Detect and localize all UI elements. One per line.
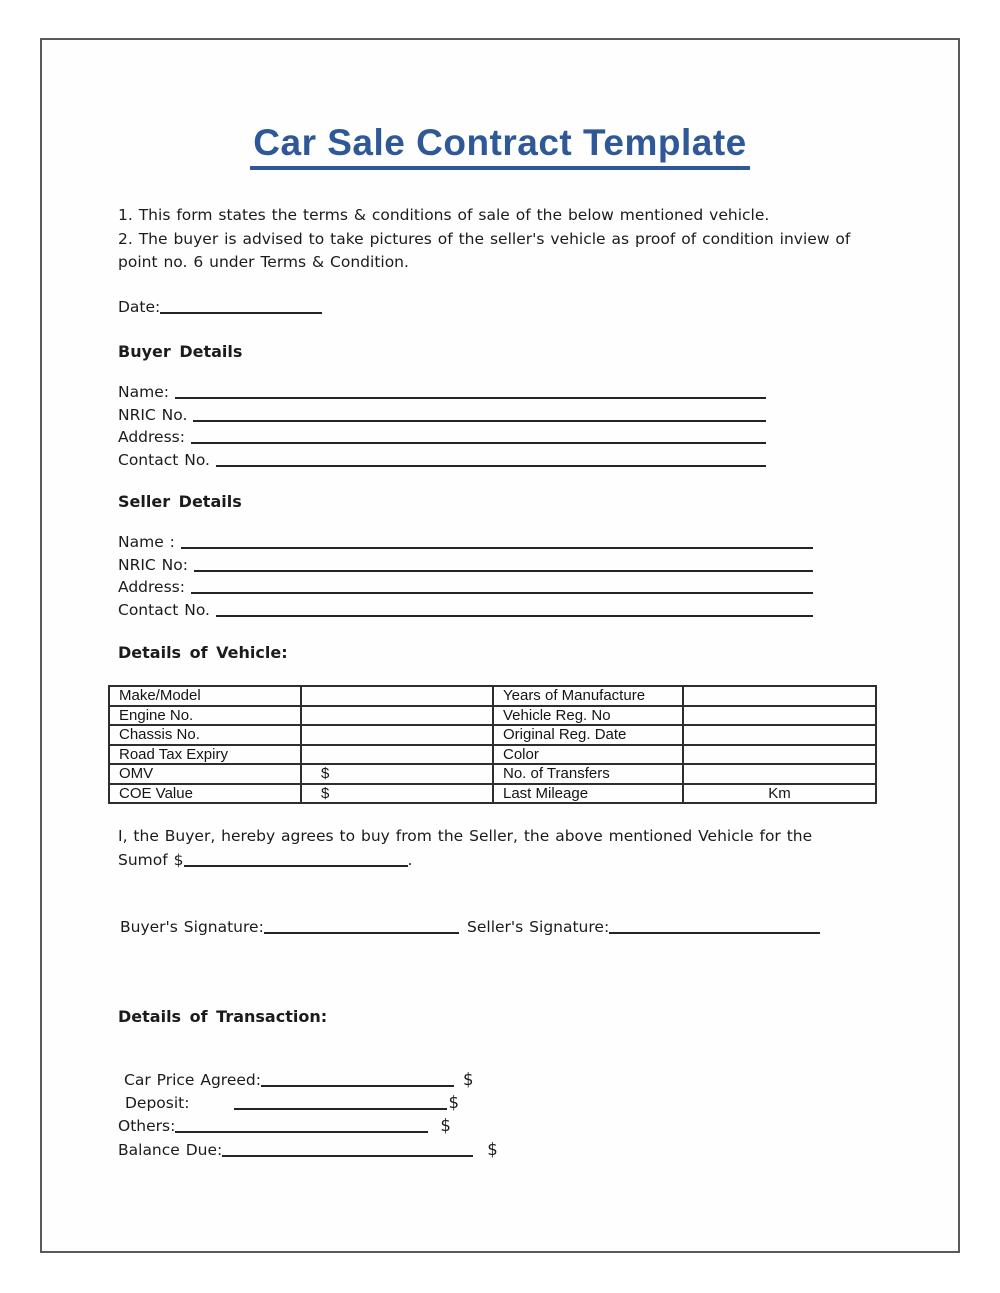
field-label: Car Price Agreed: [124,1071,261,1089]
date-field [118,296,318,320]
vehicle-field-value [683,745,876,765]
vehicle-field-value [301,745,493,765]
date-label: Date: [118,298,161,316]
vehicle-field-value [683,764,876,784]
vehicle-field-label: Engine No. [109,706,301,726]
blank-line [175,1131,428,1133]
table-row [109,686,876,706]
balance-due-field [118,1138,678,1161]
dollar-sign: $ [448,1093,459,1113]
vehicle-details-heading: Details of Vehicle: [118,643,288,662]
vehicle-field-label: OMV [109,764,301,784]
vehicle-field-value [301,706,493,726]
blank-line [261,1085,454,1087]
field-label: NRIC No. [118,405,188,424]
vehicle-field-value: $ [301,784,493,804]
vehicle-field-value [301,686,493,706]
field-label: Contact No. [118,451,210,470]
seller-signature-label: Seller's Signature: [467,918,610,936]
table-row [109,764,876,784]
buyer-details-fields [118,381,766,472]
field-label: NRIC No: [118,555,188,574]
sum-prefix: Sumof $ [118,850,184,869]
agreement-sum-line [118,849,858,873]
signature-row [120,916,820,940]
buyer-address-field [118,426,766,449]
seller-contact-field [118,599,813,622]
field-label: Address: [118,428,185,447]
vehicle-field-value [683,706,876,726]
date-blank-line [160,312,322,314]
table-row [109,706,876,726]
dollar-sign: $ [487,1139,498,1159]
seller-nric-field [118,554,813,577]
seller-details-fields [118,531,813,622]
dollar-sign: $ [440,1116,451,1136]
buyer-details-heading: Buyer Details [118,342,243,361]
agreement-paragraph [118,825,858,872]
vehicle-field-value [683,725,876,745]
vehicle-field-label: Chassis No. [109,725,301,745]
table-row [109,725,876,745]
blank-line [234,1108,447,1110]
seller-details-heading: Seller Details [118,492,242,511]
blank-line [222,1155,473,1157]
field-label: Name: [118,383,169,401]
vehicle-field-label: COE Value [109,784,301,804]
transaction-details-fields [118,1068,678,1161]
agreement-line: I, the Buyer, hereby agrees to buy from the Seller, the above mentioned Vehicle for the [118,827,813,845]
field-label: Contact No. [118,601,210,620]
vehicle-field-label: Make/Model [109,686,301,706]
form-notes [118,204,886,275]
blank-line [216,615,813,617]
blank-line [191,442,766,444]
seller-name-field [118,531,813,554]
buyer-contact-field [118,449,766,472]
field-label: Deposit: [125,1094,190,1113]
table-row [109,784,876,804]
car-price-field [118,1068,678,1091]
table-row [109,745,876,765]
vehicle-field-value [683,686,876,706]
buyer-name-field [118,381,766,404]
buyer-signature-label: Buyer's Signature: [120,918,264,936]
seller-signature-line [609,932,820,934]
blank-line [181,547,813,549]
vehicle-field-label: Vehicle Reg. No [493,706,683,726]
dollar-sign: $ [462,1070,474,1089]
vehicle-field-label: Color [493,745,683,765]
vehicle-field-label: Original Reg. Date [493,725,683,745]
field-label: Name : [118,533,175,551]
field-label: Others: [118,1117,176,1136]
blank-line [193,420,766,422]
deposit-field [118,1091,678,1114]
page-title-text: Car Sale Contract Template [250,122,749,170]
buyer-signature-line [264,932,459,934]
blank-line [191,592,813,594]
vehicle-field-label: Road Tax Expiry [109,745,301,765]
others-field [118,1114,678,1137]
seller-address-field [118,576,813,599]
blank-line [194,570,813,572]
field-label: Balance Due: [118,1140,223,1159]
vehicle-field-label: No. of Transfers [493,764,683,784]
page-title [0,122,1000,164]
vehicle-field-value [301,725,493,745]
sum-suffix: . [407,850,413,869]
buyer-nric-field [118,404,766,427]
vehicle-field-value: $ [301,764,493,784]
vehicle-field-label: Last Mileage [493,784,683,804]
vehicle-field-value: Km [683,784,876,804]
blank-line [216,465,766,467]
transaction-details-heading: Details of Transaction: [118,1007,328,1026]
vehicle-field-label: Years of Manufacture [493,686,683,706]
sum-blank-line [184,865,408,867]
vehicle-details-table [108,685,877,804]
note-line: 2. The buyer is advised to take pictures of the seller's vehicle as proof of condition inview of point no. 6 under Terms & Condition. [118,229,851,271]
blank-line [175,397,766,399]
note-line: 1. This form states the terms & conditions of sale of the below mentioned vehicle. [118,206,770,224]
field-label: Address: [118,578,185,597]
